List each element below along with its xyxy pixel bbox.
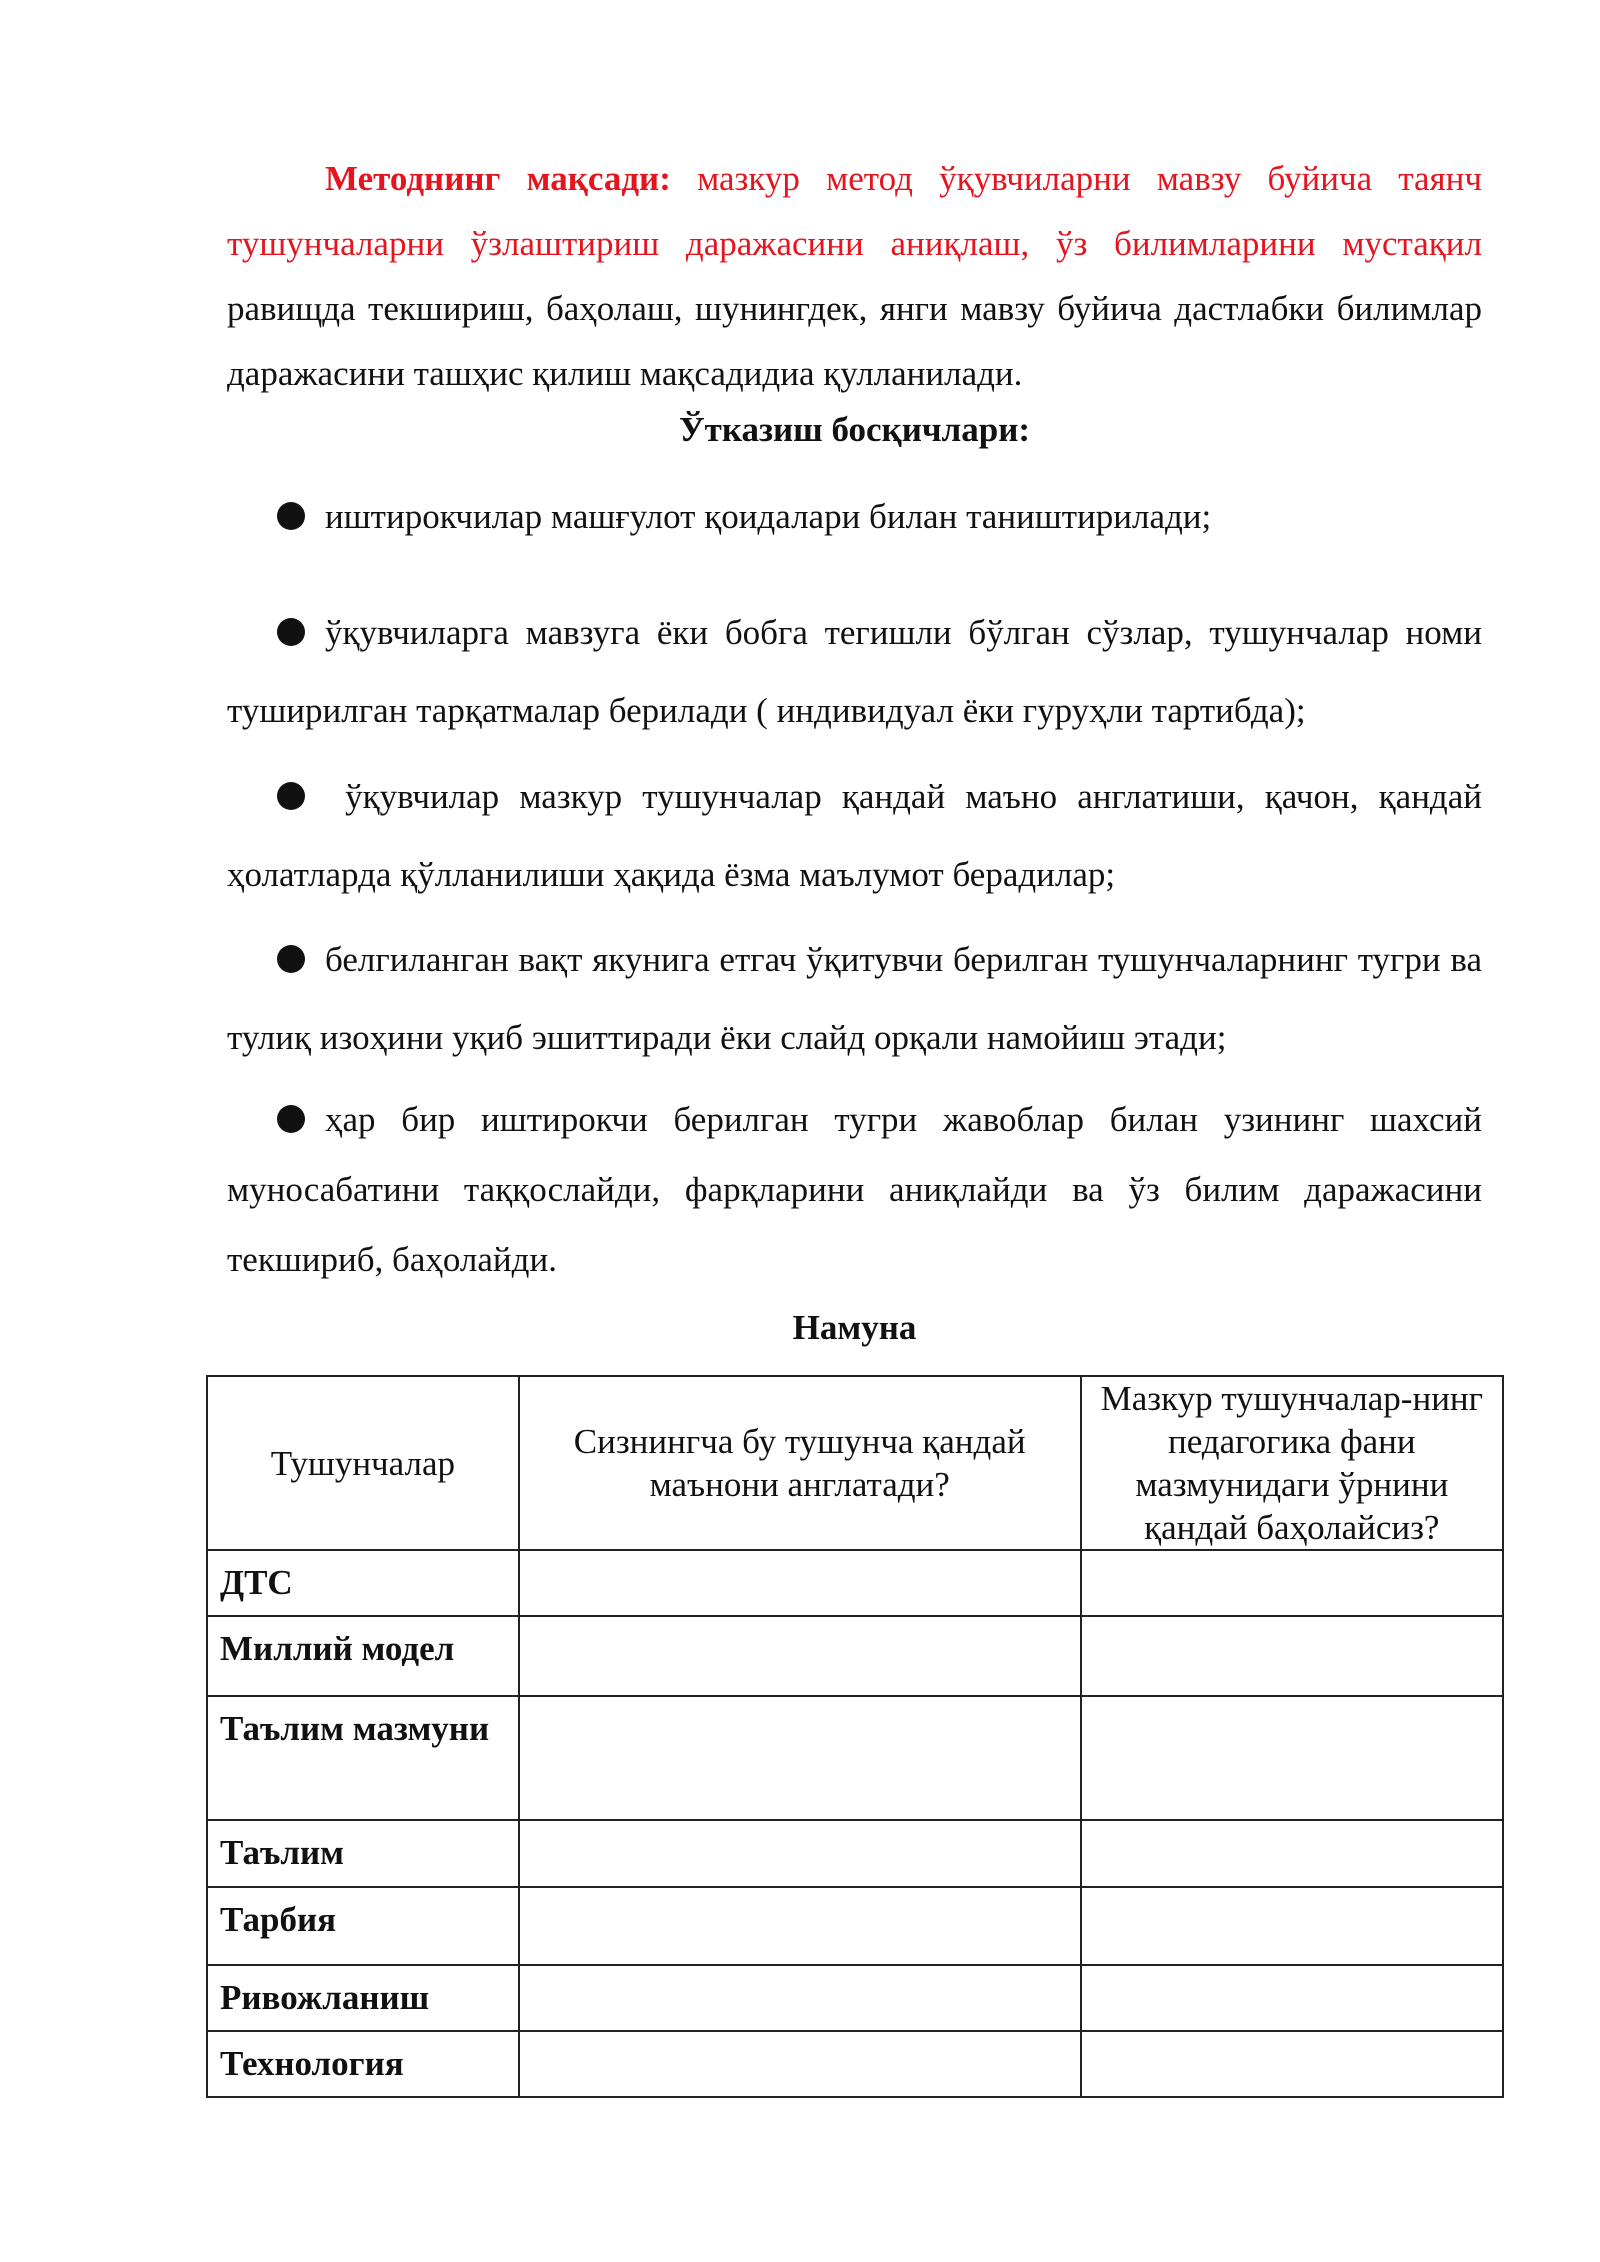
intro-red-text: мазкур метод ўқувчиларни мавзу буйича таянч тушунчаларни ўзлаштириш даражасини аниқлаш, ўз билимларини мустақил: [227, 159, 1482, 263]
row-term: Миллий модел: [207, 1616, 519, 1696]
row-term: Таълим: [207, 1820, 519, 1887]
bullet-item: [227, 758, 1482, 914]
row-term: Тарбия: [207, 1887, 519, 1965]
answer-cell[interactable]: [519, 1616, 1081, 1696]
answer-cell[interactable]: [1081, 1550, 1503, 1616]
answer-cell[interactable]: [1081, 1616, 1503, 1696]
row-term: ДТС: [207, 1550, 519, 1616]
row-term: Ривожланиш: [207, 1965, 519, 2031]
answer-cell[interactable]: [519, 1820, 1081, 1887]
answer-cell[interactable]: [1081, 2031, 1503, 2097]
bullet-dot-icon: [277, 618, 305, 646]
row-term: Технология: [207, 2031, 519, 2097]
bullet-text: белгиланган вақт якунига етгач ўқитувчи берилган тушунчаларнинг тугри ва тулиқ изоҳини уқиб эшиттиради ёки слайд орқали намойиш этади;: [227, 940, 1482, 1057]
table-row: [207, 1696, 1503, 1820]
row-term: Таълим мазмуни: [207, 1696, 519, 1820]
sample-heading: Намуна: [792, 1308, 917, 1347]
bullet-item: [227, 478, 1482, 556]
answer-cell[interactable]: [519, 1887, 1081, 1965]
bullet-text: ўқувчиларга мавзуга ёки бобга тегишли бўлган сўзлар, тушунчалар номи туширилган тарқатмалар берилади ( индивидуал ёки гуруҳли тартибда);: [227, 613, 1482, 730]
bullet-dot-icon: [277, 782, 305, 810]
concepts-table: [206, 1375, 1504, 2098]
table-row: [207, 1887, 1503, 1965]
answer-cell[interactable]: [1081, 1820, 1503, 1887]
bullet-text: иштирокчилар машғулот қоидалари билан таништирилади;: [325, 497, 1212, 536]
table-row: [207, 1820, 1503, 1887]
header-concepts: Тушунчалар: [207, 1376, 519, 1550]
intro-black-text: равищда текшириш, баҳолаш, шунингдек, янги мавзу буйича дастлабки билимлар даражасини ташҳис қилиш мақсадидиа қулланилади.: [227, 289, 1482, 393]
bullet-item: [227, 1085, 1482, 1295]
stages-heading: Ўтказиш босқичлари:: [678, 410, 1031, 449]
answer-cell[interactable]: [519, 1696, 1081, 1820]
answer-cell[interactable]: [1081, 1887, 1503, 1965]
bullet-dot-icon: [277, 945, 305, 973]
answer-cell[interactable]: [519, 1965, 1081, 2031]
table-row: [207, 1965, 1503, 2031]
table-row: [207, 1616, 1503, 1696]
header-evaluation: Мазкур тушунчалар-нинг педагогика фани мазмунидаги ўрнини қандай баҳолайсиз?: [1081, 1376, 1503, 1550]
answer-cell[interactable]: [519, 2031, 1081, 2097]
table-row: [207, 1550, 1503, 1616]
intro-paragraph: [227, 146, 1482, 406]
bullet-text: ўқувчилар мазкур тушунчалар қандай маъно англатиши, қачон, қандай ҳолатларда қўлланилиши ҳақида ёзма маълумот берадилар;: [227, 777, 1482, 894]
intro-label: Методнинг мақсади:: [325, 159, 671, 198]
table-row: [207, 2031, 1503, 2097]
bullet-item: [227, 594, 1482, 750]
bullet-item: [227, 921, 1482, 1077]
table-header-row: [207, 1376, 1503, 1550]
bullet-dot-icon: [277, 1105, 305, 1133]
answer-cell[interactable]: [1081, 1696, 1503, 1820]
answer-cell[interactable]: [1081, 1965, 1503, 2031]
answer-cell[interactable]: [519, 1550, 1081, 1616]
header-meaning: Сизнингча бу тушунча қандай маънони англатади?: [519, 1376, 1081, 1550]
bullet-text: ҳар бир иштирокчи берилган тугри жавоблар билан узининг шахсий муносабатини таққослайди, фарқларини аниқлайди ва ўз билим даражасини текшириб, баҳолайди.: [227, 1100, 1482, 1279]
bullet-dot-icon: [277, 502, 305, 530]
